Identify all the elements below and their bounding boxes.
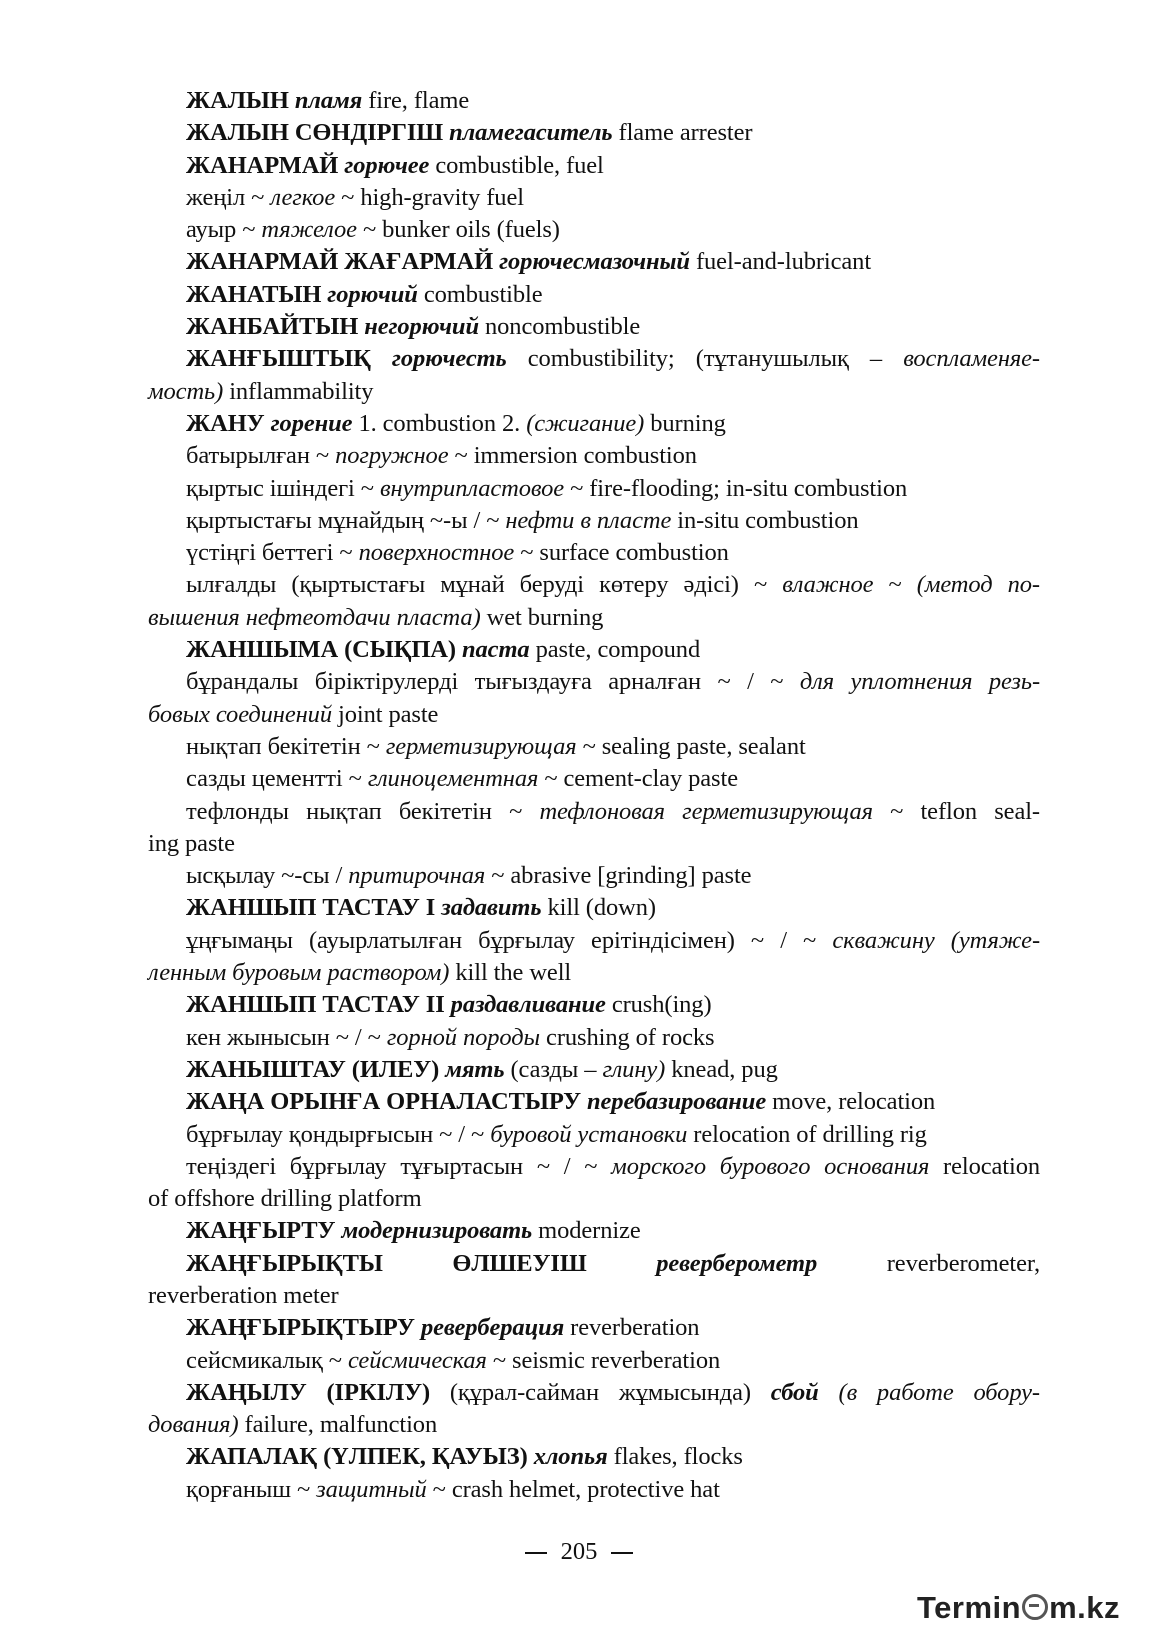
headword: ЖАНАТЫН: [186, 280, 328, 308]
english-translation: сейсмикалық ~: [186, 1346, 348, 1374]
entry-line: [148, 150, 1040, 182]
headword: ЖАҢҒЫРТУ: [186, 1217, 342, 1245]
entry-line: [148, 731, 1040, 763]
english-translation: combustible: [417, 280, 543, 308]
english-translation: 1. combustion 2.: [352, 409, 527, 437]
english-translation: ~ seismic reverberation: [486, 1346, 721, 1374]
entry-line: [148, 182, 1040, 214]
russian-gloss: морского бурового основания: [611, 1152, 930, 1180]
english-translation: қыртыс ішіндегі ~: [186, 474, 380, 502]
headword: ЖАҢЫЛУ (ІРКІЛУ): [186, 1378, 450, 1406]
headword: ЖАҢҒЫРЫҚТЫ: [186, 1249, 453, 1277]
entry-line: [148, 1248, 1040, 1280]
english-translation: ~ fire-flooding; in-situ combustion: [564, 474, 908, 502]
russian-gloss: погружное: [335, 442, 449, 470]
headword: ЖАЛЫН СӨНДІРГІШ: [186, 119, 450, 147]
english-translation: (сазды –: [504, 1055, 603, 1083]
russian-gloss: тефлоновая герметизирующая: [539, 797, 873, 825]
english-translation: ~ cement-clay paste: [538, 765, 738, 793]
english-translation: бұрандалы біріктірулерді тығыздауға арналған ~ / ~: [186, 668, 800, 696]
russian-term: реверберометр: [656, 1249, 887, 1277]
russian-gloss: притирочная: [348, 862, 486, 890]
russian-gloss: нефти в пласте: [505, 506, 672, 534]
english-translation: ылғалды (қыртыстағы мұнай беруді көтеру әдісі) ~: [186, 571, 783, 599]
russian-gloss: внутрипластовое: [379, 474, 565, 502]
english-translation: нықтап бекітетін ~: [186, 732, 386, 760]
entry-line: [148, 860, 1040, 892]
english-translation: ing paste: [148, 829, 235, 857]
english-translation: reverberometer,: [886, 1249, 1040, 1277]
russian-term: паста: [462, 636, 530, 664]
headword: ЖАНШЫП ТАСТАУ II: [186, 991, 451, 1019]
headword: ЖАҢА ОРЫНҒА ОРНАЛАСТЫРУ: [186, 1088, 587, 1116]
headword: ЖАПАЛАҚ (ҮЛПЕК, ҚАУЫЗ): [186, 1443, 534, 1471]
english-translation: failure, malfunction: [238, 1411, 438, 1439]
entry-line: [148, 1086, 1040, 1118]
english-translation: of offshore drilling platform: [148, 1185, 422, 1213]
russian-gloss: (в работе обору-: [838, 1378, 1040, 1406]
english-translation: paste, compound: [529, 636, 701, 664]
english-translation: reverberation meter: [148, 1281, 339, 1309]
english-translation: ~ teflon seal-: [872, 797, 1040, 825]
watermark-left-text: Termin: [917, 1590, 1022, 1625]
entry-line: [148, 1312, 1040, 1344]
russian-term: негорючий: [364, 313, 479, 341]
english-translation: flakes, flocks: [607, 1443, 743, 1471]
english-translation: crush(ing): [605, 991, 712, 1019]
russian-gloss: защитный: [316, 1475, 427, 1503]
russian-term: горючесть: [391, 345, 507, 373]
russian-gloss: горной породы: [386, 1023, 541, 1051]
english-translation: ~ abrasive [grinding] paste: [485, 862, 752, 890]
russian-gloss: (метод по-: [916, 571, 1040, 599]
russian-gloss: вышения нефтеотдачи пласта): [148, 603, 481, 631]
russian-gloss: герметизирующая: [385, 732, 577, 760]
english-translation: ~ immersion combustion: [448, 442, 697, 470]
english-translation: қыртыстағы мұнайдың ~-ы / ~: [186, 506, 506, 534]
english-translation: ~ surface combustion: [514, 539, 729, 567]
russian-gloss: ленным буровым раствором): [148, 959, 450, 987]
entry-line: [148, 1022, 1040, 1054]
english-translation: in-situ combustion: [671, 506, 859, 534]
dash-right: [611, 1552, 633, 1554]
entry-line: [148, 408, 1040, 440]
entry-line: [148, 666, 1040, 698]
globe-icon: [1022, 1594, 1048, 1620]
russian-gloss: влажное: [782, 571, 874, 599]
english-translation: қорғаныш ~: [186, 1475, 317, 1503]
english-translation: crushing of rocks: [540, 1023, 715, 1051]
english-translation: kill the well: [449, 959, 572, 987]
russian-term: сбой: [770, 1378, 819, 1406]
english-translation: ысқылау ~-сы /: [186, 862, 349, 890]
russian-gloss: глину): [602, 1055, 666, 1083]
english-translation: кен жынысын ~ / ~: [186, 1023, 387, 1051]
russian-gloss: (сжигание): [526, 409, 645, 437]
entry-line: [148, 1474, 1040, 1506]
headword: ЖАНШЫМА (СЫҚПА): [186, 636, 462, 664]
russian-term: горючее: [344, 151, 430, 179]
english-translation: noncombustible: [478, 313, 641, 341]
english-translation: fire, flame: [362, 87, 470, 114]
headword: ЖАНҒЫШТЫҚ: [186, 345, 392, 373]
russian-gloss: дования): [148, 1411, 239, 1439]
entry-line: [148, 828, 1040, 860]
english-translation: [819, 1379, 839, 1406]
russian-gloss: легкое: [270, 183, 336, 211]
english-translation: батырылған ~: [186, 442, 336, 470]
english-translation: бұрғылау қондырғысын ~ / ~: [186, 1120, 491, 1148]
english-translation: ~ high-gravity fuel: [335, 183, 524, 211]
russian-gloss: глиноцементная: [367, 765, 539, 793]
russian-term: модернизировать: [341, 1217, 533, 1245]
headword: ЖАНЫШТАУ (ИЛЕУ): [186, 1055, 446, 1083]
entry-line: [148, 505, 1040, 537]
english-translation: move, relocation: [766, 1088, 936, 1116]
entry-line: [148, 957, 1040, 989]
english-translation: үстіңгі беттегі ~: [186, 539, 359, 567]
english-translation: modernize: [532, 1217, 641, 1245]
entry-line: [148, 85, 1040, 117]
entry-line: [148, 796, 1040, 828]
entry-line: [148, 763, 1040, 795]
russian-term: горючий: [327, 280, 418, 308]
english-translation: relocation: [929, 1152, 1041, 1180]
english-translation: ауыр ~: [186, 216, 262, 244]
russian-term: реверберация: [420, 1314, 565, 1342]
entry-line: [148, 1215, 1040, 1247]
entry-line: [148, 279, 1040, 311]
entry-line: [148, 537, 1040, 569]
entry-line: [148, 602, 1040, 634]
page-number-text: 205: [560, 1538, 598, 1565]
russian-term: раздавливание: [450, 991, 606, 1019]
english-translation: ұңғымаңы (ауырлатылған бұрғылау ерітіндісімен) ~ / ~: [186, 926, 833, 954]
russian-term: пламя: [294, 87, 363, 114]
page-number: [0, 1538, 1158, 1566]
entry-line: [148, 1119, 1040, 1151]
russian-gloss: для уплотнения резь-: [799, 668, 1041, 696]
english-translation: жеңіл ~: [186, 183, 271, 211]
english-translation: теңіздегі бұрғылау тұғыртасын ~ / ~: [186, 1152, 612, 1180]
dash-left: [525, 1552, 547, 1554]
dictionary-entries: [148, 85, 1040, 1506]
russian-term: горение: [270, 409, 353, 437]
entry-line: [148, 1409, 1040, 1441]
entry-line: [148, 1441, 1040, 1473]
russian-gloss: воспламеняе-: [903, 345, 1040, 373]
russian-term: хлопья: [533, 1443, 608, 1471]
russian-term: горючесмазочный: [499, 248, 690, 276]
english-translation: ~: [873, 571, 917, 599]
english-translation: joint paste: [331, 700, 439, 728]
russian-term: мять: [445, 1055, 505, 1083]
entry-line: [148, 1054, 1040, 1086]
english-translation: (құрал-сайман жұмысында): [449, 1378, 771, 1406]
russian-gloss: буровой установки: [490, 1120, 688, 1148]
russian-gloss: скважину (утяже-: [832, 926, 1041, 954]
headword: ЖАЛЫН: [186, 87, 295, 114]
russian-term: перебазирование: [587, 1088, 767, 1116]
entry-line: [148, 1377, 1040, 1409]
russian-gloss: поверхностное: [358, 539, 515, 567]
entry-line: [148, 473, 1040, 505]
entry-line: [148, 311, 1040, 343]
entry-line: [148, 117, 1040, 149]
entry-line: [148, 1280, 1040, 1312]
english-translation: combustible, fuel: [429, 151, 604, 179]
english-translation: ~ bunker oils (fuels): [356, 216, 560, 244]
russian-term: задавить: [441, 894, 542, 922]
entry-line: [148, 1183, 1040, 1215]
english-translation: ~ sealing paste, sealant: [576, 732, 806, 760]
entry-line: [148, 1151, 1040, 1183]
entry-line: [148, 246, 1040, 278]
entry-line: [148, 440, 1040, 472]
english-translation: ~ crash helmet, protective hat: [426, 1475, 720, 1503]
english-translation: inflammability: [223, 377, 374, 405]
headword: ЖАНБАЙТЫН: [186, 313, 365, 341]
entry-line: [148, 214, 1040, 246]
english-translation: burning: [644, 409, 726, 437]
terminkom-watermark: [917, 1590, 1120, 1626]
english-translation: сазды цементті ~: [186, 765, 368, 793]
english-translation: relocation of drilling rig: [687, 1120, 927, 1148]
headword: ЖАНШЫП ТАСТАУ I: [186, 894, 442, 922]
headword: ЖАНУ: [186, 409, 271, 437]
entry-line: [148, 925, 1040, 957]
russian-term: пламегаситель: [449, 119, 613, 147]
entry-line: [148, 1345, 1040, 1377]
english-translation: flame arrester: [612, 119, 753, 147]
headword: ЖАНАРМАЙ ЖАҒАРМАЙ: [186, 248, 500, 276]
entry-line: [148, 569, 1040, 601]
russian-gloss: мость): [148, 377, 224, 405]
entry-line: [148, 892, 1040, 924]
russian-gloss: сейсмическая: [347, 1346, 487, 1374]
entry-line: [148, 989, 1040, 1021]
english-translation: reverberation: [564, 1314, 700, 1342]
english-translation: тефлонды нықтап бекітетін ~: [186, 797, 540, 825]
english-translation: kill (down): [541, 894, 656, 922]
headword: ЖАНАРМАЙ: [186, 151, 345, 179]
headword: ЖАҢҒЫРЫҚТЫРУ: [186, 1314, 421, 1342]
entry-line: [148, 343, 1040, 375]
english-translation: wet burning: [480, 603, 604, 631]
english-translation: fuel-and-lubricant: [689, 248, 872, 276]
entry-line: [148, 699, 1040, 731]
entry-line: [148, 634, 1040, 666]
russian-gloss: бовых соединений: [148, 700, 332, 728]
headword: ӨЛШЕУІШ: [452, 1249, 657, 1277]
english-translation: knead, pug: [665, 1055, 778, 1083]
russian-gloss: тяжелое: [261, 216, 357, 244]
watermark-right-text: m.kz: [1049, 1590, 1120, 1625]
entry-line: [148, 376, 1040, 408]
english-translation: combustibility; (тұтанушылық –: [506, 345, 904, 373]
